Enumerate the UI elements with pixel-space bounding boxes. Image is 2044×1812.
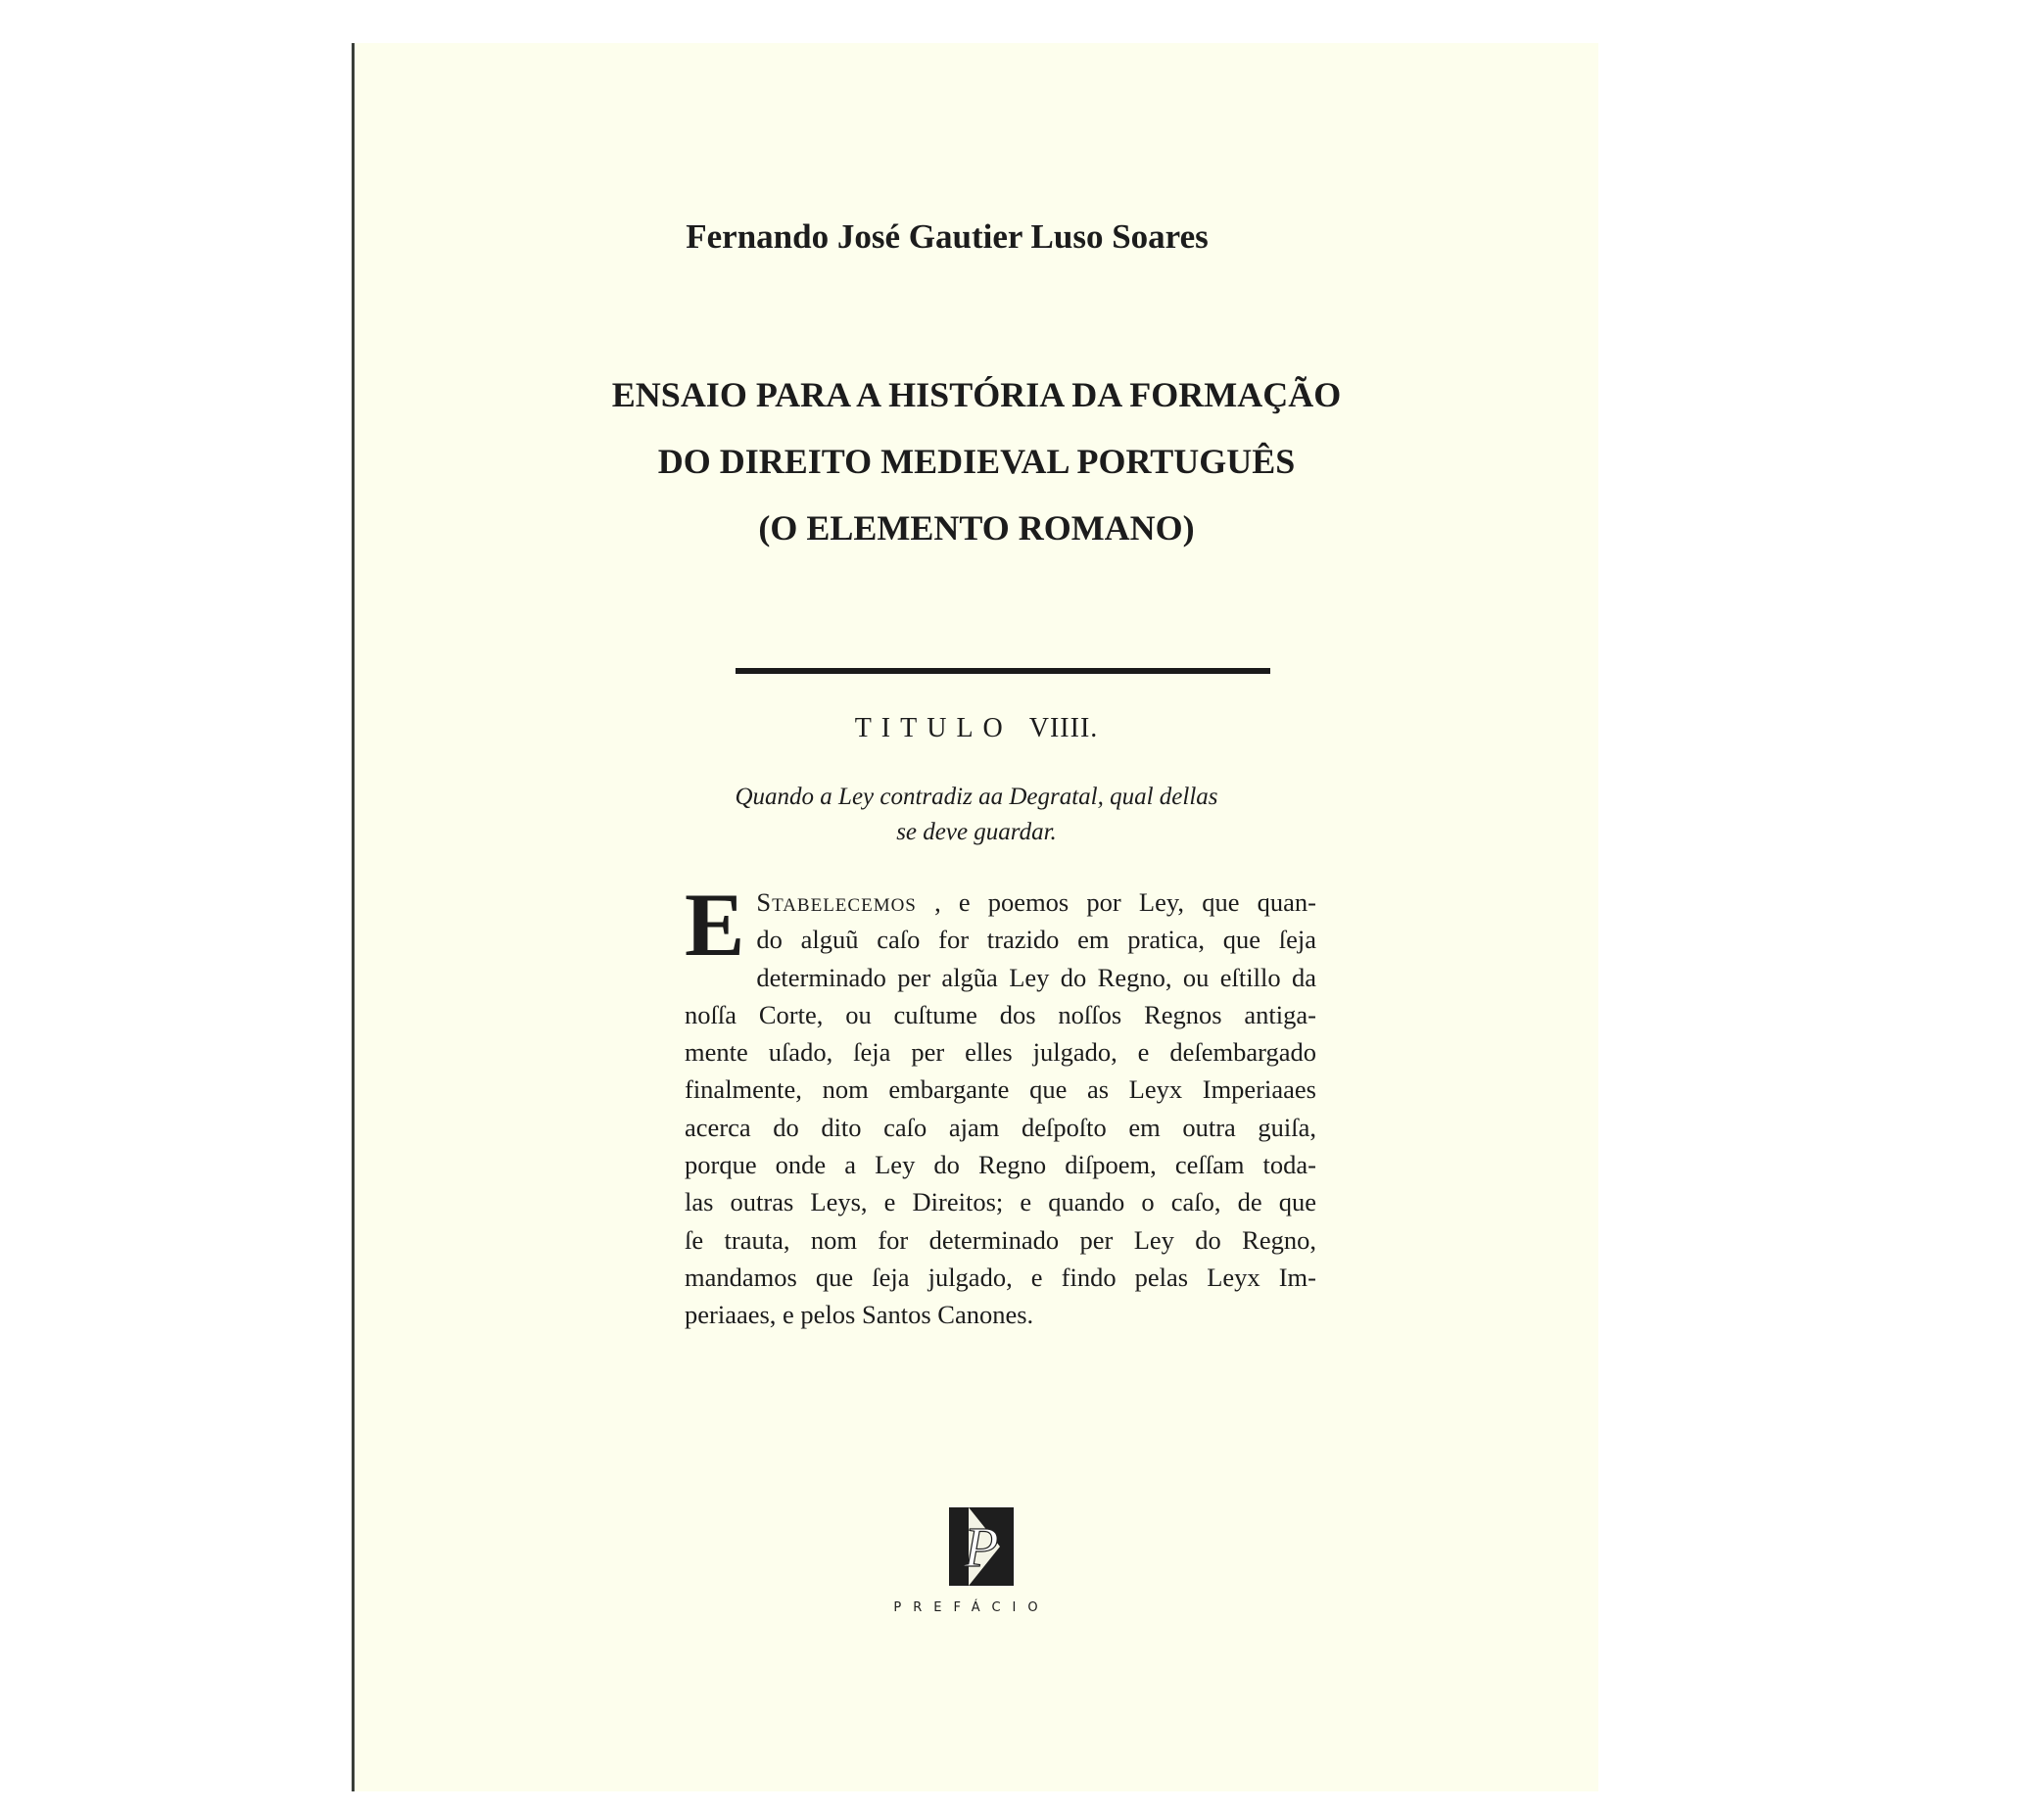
body-line: porque onde a Ley do Regno diſpoem, ceſſam toda- xyxy=(685,1150,1316,1180)
body-line: noſſa Corte, ou cuſtume dos noſſos Regnos antiga- xyxy=(685,999,1316,1029)
titulo-word: TITULO xyxy=(854,713,1013,743)
body-text xyxy=(685,875,1316,1334)
publisher-name: PREFÁCIO xyxy=(893,1600,1050,1615)
body-line: las outras Leys, e Direitos; e quando o caſo, de que xyxy=(685,1187,1316,1217)
subtitle-line: Quando a Ley contradiz aa Degratal, qual dellas xyxy=(735,784,1218,810)
title-line: DO DIREITO MEDIEVAL PORTUGUÊS xyxy=(657,442,1296,481)
titulo-subtitle xyxy=(355,780,1598,850)
body-line-text: , e poemos por Ley, que quan- xyxy=(934,887,1316,917)
body-line: finalmente, nom embargante que as Leyx Imperiaaes xyxy=(685,1074,1316,1105)
drop-cap: E xyxy=(685,875,745,975)
subtitle-line: se deve guardar. xyxy=(896,819,1057,845)
titulo-heading xyxy=(355,713,1598,744)
body-line: acerca do dito caſo ajam deſpoſto em outra guiſa, xyxy=(685,1112,1316,1142)
book-cover xyxy=(352,43,1598,1791)
body-line: periaaes, e pelos Santos Canones. xyxy=(685,1300,1034,1330)
body-line: determinado per algũa Ley do Regno, ou eſtillo da xyxy=(756,962,1316,992)
author-name: Fernando José Gautier Luso Soares xyxy=(686,217,1209,256)
divider-rule xyxy=(736,668,1270,674)
body-line: mente uſado, ſeja per elles julgado, e deſembargado xyxy=(685,1037,1316,1068)
body-line xyxy=(685,883,1316,921)
svg-text:P: P xyxy=(964,1515,999,1579)
publisher-logo xyxy=(949,1507,1014,1586)
publisher-logo-icon xyxy=(949,1507,1014,1586)
body-line: mandamos que ſeja julgado, e findo pelas Leyx Im- xyxy=(685,1262,1316,1292)
body-line: do alguũ caſo for trazido em pratica, que ſeja xyxy=(756,925,1316,955)
title-line: (O ELEMENTO ROMANO) xyxy=(758,508,1195,548)
titulo-number: VIIII. xyxy=(1028,713,1099,743)
book-title xyxy=(355,361,1598,561)
body-line: ſe trauta, nom for determinado per Ley do Regno, xyxy=(685,1224,1316,1255)
title-line: ENSAIO PARA A HISTÓRIA DA FORMAÇÃO xyxy=(611,375,1342,414)
first-word: Stabelecemos xyxy=(756,887,917,917)
